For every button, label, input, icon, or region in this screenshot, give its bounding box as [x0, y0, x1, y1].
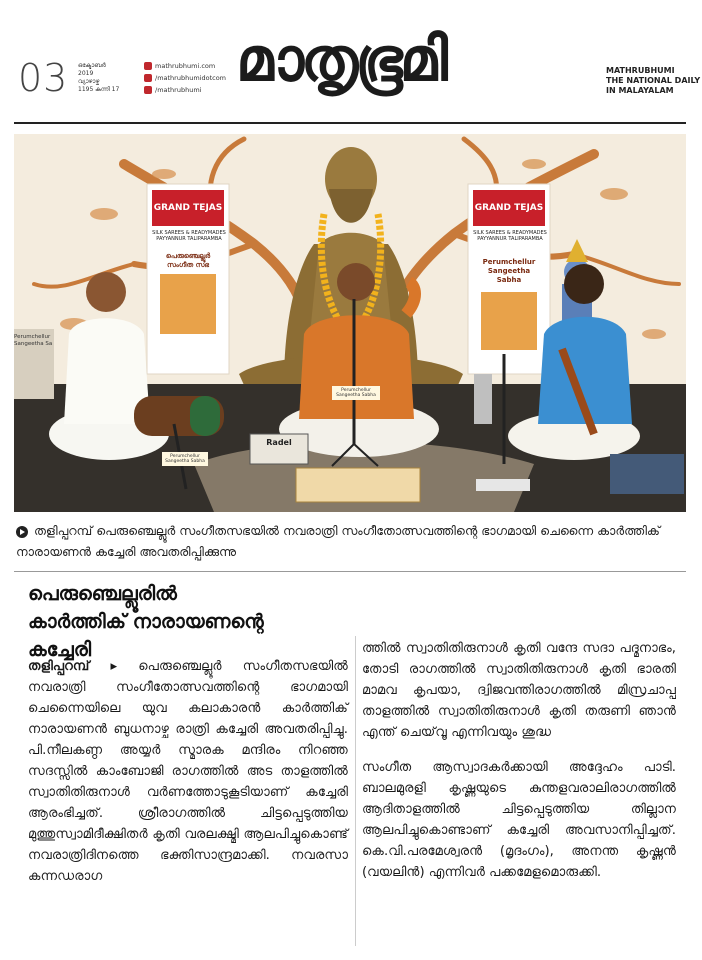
banner-left-title: പെരുഞ്ചെല്ലൂർ സംഗീത സഭ	[165, 252, 211, 269]
facebook-link[interactable]: /mathrubhumidotcom	[155, 74, 227, 82]
left-mic-sign: Perumchellur Sangeetha Sabha	[165, 454, 205, 464]
column-2-paragraph-1: ത്തിൽ സ്വാതിതിരുനാൾ കൃതി വന്ദേ സദാ പദ്മനാഭം, തോടി രാഗത്തിൽ സ്വാതിതിരുനാൾ കൃതി ഭാരതി മാമവ കൃപയാ, ദ്വിജവന്തിരാഗത്തിൽ മിസ്രചാപ്പ താളത്തിൽ സ്വാതിതിരുനാൾ കൃതി തരുണി ഞാൻ എന്ത് ചെയ്‌വൂ എന്നിവയും ശുദ്ധ	[362, 641, 676, 740]
caption-text: തളിപ്പറമ്പ് പെരുഞ്ചെല്ലൂർ സംഗീതസഭയിൽ നവരാത്രി സംഗീതോത്സവത്തിന്റെ ഭാഗമായി ചെന്നൈ കാർത്തിക് നാരായണൻ കച്ചേരി അവതരിപ്പിക്കുന്നു	[16, 523, 660, 559]
headline-line: കാർത്തിക് നാരായണന്റെ	[28, 610, 264, 633]
dateline: തളിപ്പറമ്പ്	[28, 659, 90, 674]
facebook-icon	[144, 74, 152, 82]
headline-line: കച്ചേരി	[28, 638, 92, 661]
masthead-rule	[14, 122, 686, 124]
article-headline	[28, 580, 348, 664]
date-weekday: വ്യാഴാഴ്ച	[78, 78, 100, 85]
dateline-arrow-icon: ▸	[89, 659, 139, 674]
caption-rule	[14, 571, 686, 572]
date-month: ഒക്ടോബർ	[78, 62, 106, 69]
banner-right-brand: GRAND TEJAS	[474, 203, 544, 213]
tagline-line: MATHRUBHUMI	[606, 66, 675, 75]
article-column-2	[362, 638, 676, 897]
concert-illustration	[14, 134, 686, 512]
article-column-1	[28, 656, 348, 887]
column-2-paragraph-2: സംഗീത ആസ്വാദകർക്കായി അദ്ദേഹം പാടി. ബാലമുരളി കൃഷ്ണയുടെ കുന്തളവരാലിരാഗത്തിൽ ആദിതാളത്തിൽ ചിട്ടപ്പെടുത്തിയ തില്ലാന ആലപിച്ചുകൊണ്ടാണ് കച്ചേരി അവസാനിപ്പിച്ചത്. കെ.വി.പരമേശ്വരൻ (മൃദംഗം), അനന്ത കൃഷ്ണൻ (വയലിൻ) എന്നിവർ പക്കമേളമൊരുക്കി.	[362, 760, 676, 880]
banner-town: PAYYANNUR	[477, 236, 507, 242]
headline-line: പെരുഞ്ചെല്ലൂരിൽ	[28, 582, 177, 605]
date-year: 2019	[78, 70, 94, 77]
column-divider	[355, 636, 356, 946]
date-malayalam-era: 1195 കന്നി 17	[78, 86, 120, 93]
globe-icon	[144, 62, 152, 70]
column-1-text: പെരുഞ്ചെല്ലൂർ സംഗീതസഭയിൽ നവരാത്രി സംഗീതോത്സവത്തിന്റെ ഭാഗമായി ചെന്നൈയിലെ യുവ കലാകാരൻ കാർത്തിക് നാരായണൻ ബുധനാഴ്ച രാത്രി കച്ചേരി അവതരിപ്പിച്ചു. പി.നീലകണ്ഠ അയ്യർ സ്മാരക മന്ദിരം നിറഞ്ഞ സദസ്സിൽ കാംബോജി രാഗത്തിൽ അട താളത്തിൽ സ്വാതിതിരുനാൾ വർണത്തോടുകൂടിയാണ് കച്ചേരി ആരംഭിച്ചത്. ശ്രീരാഗത്തിൽ ചിട്ടപ്പെടുത്തിയ മുത്തുസ്വാമിദീക്ഷിതർ കൃതി വരലക്ഷ്മി ആലപിച്ചുകൊണ്ട് നവരാത്രിദിനത്തെ ഭക്തിസാന്ദ്രമാക്കി. നവരസാ കന്നഡരാഗ	[28, 659, 348, 884]
concert-photo	[14, 134, 686, 512]
date-number: 03	[18, 56, 69, 100]
mic-sign: Perumchellur Sangeetha Sabha	[336, 388, 376, 398]
twitter-link[interactable]: /mathrubhumi	[155, 86, 202, 94]
newspaper-logo: മാതൃഭൂമി	[236, 25, 445, 95]
tagline	[606, 66, 702, 96]
date-meta	[78, 62, 133, 94]
banner-right-sub	[471, 230, 549, 242]
twitter-icon	[144, 86, 152, 94]
banner-town: TALIPARAMBA	[187, 236, 222, 242]
banner-town: TALIPARAMBA	[508, 236, 543, 242]
left-edge-sign: Perumchellur Sangeetha Sa	[14, 334, 53, 347]
tagline-line: IN MALAYALAM	[606, 86, 674, 95]
banner-sub: SILK SAREES & READYMADES	[152, 230, 226, 236]
banner-right-title: Perumchellur Sangeetha Sabha	[482, 258, 536, 284]
website-link[interactable]: mathrubhumi.com	[155, 62, 216, 70]
tagline-line: THE NATIONAL DAILY	[606, 76, 701, 85]
social-links	[144, 60, 226, 96]
banner-left-sub	[150, 230, 228, 242]
banner-town: PAYYANNUR	[156, 236, 186, 242]
banner-sub: SILK SAREES & READYMADES	[473, 230, 547, 236]
photo-caption	[16, 520, 676, 562]
masthead	[0, 0, 702, 118]
radel-label: Radel	[266, 438, 292, 447]
play-bullet-icon	[16, 526, 28, 538]
banner-left-brand: GRAND TEJAS	[153, 203, 223, 213]
